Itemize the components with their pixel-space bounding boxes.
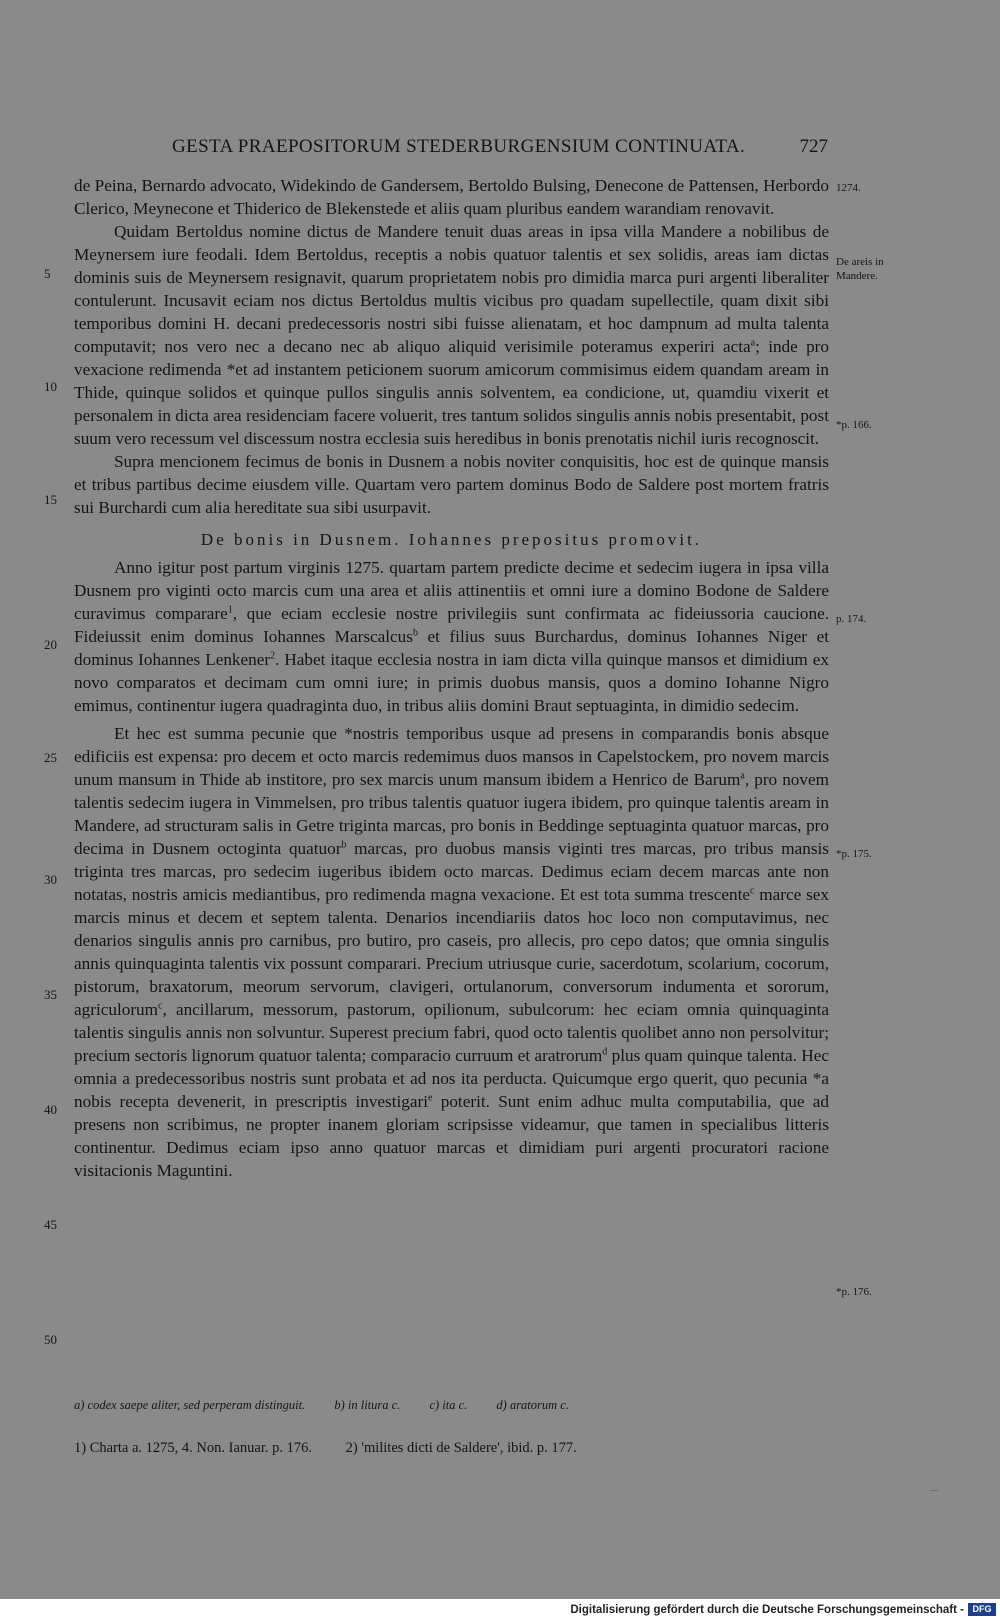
critical-apparatus — [74, 1398, 834, 1413]
paragraph: Et hec est summa pecunie que *nostris temporibus usque ad presens in comparandis bonis absque edificiis est expensa: pro decem et octo marcis redemimus duos mansos in Capelstockem, pro novem marcis unum mansum in Thide ab institore, pro sex marcis unum mansum ibidem a Henrico de Barum$^a$, pro novem talentis sedecim iugera in Vimmelsen, pro tribus talentis quatuor iugera ibidem, pro quinque talentis aream in Mandere, ad structuram salis in Getre triginta marcas, pro bonis in Beddinge septuaginta quatuor marcas, pro decima in Dusnem octoginta quatuor$^b$ marcas, pro duobus mansis viginti tres marcas, pro tribus mansis triginta tres marcas, pro sedecim iugeribus ibidem octo marcas. Dedimus eciam decem marcas ante non notatas, nostris amicis mediantibus, pro redimenda magna vexacione. Et est tota summa trescente$^c$ marce sex marcis minus et decem et septem talenta. Denarios incendiariis datos hoc loco non computavimus, nec denarios singulis annis pro carnibus, pro butiro, pro caseis, pro allecis, pro cepo datos; que omnia singulis annis quinquaginta talentis vix possunt comparari. Precium utriusque curie, sacerdotum, scolarium, cocorum, pistorum, braxatorum, meorum servorum, clavigeri, ortulanorum, conversorum indumenta et sororum, agriculorum$^c$, ancillarum, messorum, pastorum, opilionum, subulcorum: hec eciam omnia quinquaginta talentis singulis annis non solvuntur. Superest precium fabri, quod octo talentis quolibet anno non persolvitur; precium sectoris lignorum quatuor talenta; comparacio curruum et aratrorum$^d$ plus quam quinque talenta. Hec omnia a predecessoribus nostris sunt probata et ad nos ita perducta. Quicumque ergo querit, quo pecunia *a nobis recepta devenerit, in prescriptis investigari$^e$ poterit. Sunt enim adhuc multa computabilia, que ad presens non scribimus, ne propter inanem gloriam scripsisse videamur, que tamen in specialibus litteris continentur. Dedimus eciam ipso anno quatuor marcas et dimidiam puri argenti procuratori racione visitacionis Maguntini. — [74, 724, 829, 1180]
margin-note-page-ref: *p. 176. — [836, 1286, 872, 1298]
line-number: 15 — [44, 492, 57, 507]
margin-note-page-ref: *p. 166. — [836, 419, 872, 431]
funding-credit: Digitalisierung gefördert durch die Deutsche Forschungsgemeinschaft - — [570, 1604, 964, 1616]
footnote-mark: b — [412, 627, 418, 639]
source-footnotes — [74, 1440, 834, 1457]
line-number: 50 — [44, 1332, 57, 1347]
paragraph: Anno igitur post partum virginis 1275. quartam partem predicte decime et sedecim iugera in ipsa villa Dusnem pro viginti octo marcis cum una area et aliis attinentiis et omni iure a domino Bodone de Saldere curavimus comparare$^1$, que eciam ecclesie nostre privilegiis sunt confirmata ac fideiussoria caucione. Fideiussit enim dominus Iohannes Marscalcus$^b$ et filius suus Burchardus, dominus Iohannes Niger et dominus Iohannes Lenkener$^2$. Habet itaque ecclesia nostra in iam dicta villa quinque mansos et dimidium ex novo comparatos et decimam cum omni iure; in primis duobus mansis, quos a domino Iohanne Nigro emimus, continentur iugera quadraginta duo, in tribus aliis domini Braut septuaginta, in dimidio sedecim. — [74, 558, 829, 715]
footnote-mark: 1 — [227, 604, 233, 616]
margin-notes — [836, 0, 996, 1619]
line-number: 25 — [44, 750, 57, 765]
line-number: 10 — [44, 379, 57, 394]
section-heading: De bonis in Dusnem. Iohannes prepositus promovit. — [200, 530, 703, 549]
source-note: 1) Charta a. 1275, 4. Non. Ianuar. p. 176. — [74, 1440, 312, 1456]
margin-note-topic: Mandere. — [836, 270, 878, 282]
line-number: 35 — [44, 987, 57, 1002]
page-number: 727 — [799, 136, 828, 157]
margin-note-page-ref: p. 174. — [836, 613, 867, 625]
footnote-mark: e — [428, 1092, 433, 1104]
footnote-mark: d — [602, 1046, 608, 1058]
running-header — [74, 136, 828, 162]
critical-note: a) codex saepe aliter, sed perperam distinguit. — [74, 1398, 306, 1412]
critical-note: c) ita c. — [429, 1398, 468, 1412]
footnote-mark: c — [158, 1000, 163, 1012]
main-text — [74, 174, 829, 1182]
margin-note-page-ref: *p. 175. — [836, 848, 872, 860]
paragraph: Supra mencionem fecimus de bonis in Dusnem a nobis noviter conquisitis, hoc est de quinque mansis et tribus partibus decime eiusdem ville. Quartam vero partem dominus Bodo de Saldere post mortem fratris sui Burchardi cum alia hereditate sua sibi usurpavit. — [74, 452, 829, 517]
scan-mark — [930, 1490, 938, 1491]
dfg-logo-icon: DFG — [968, 1603, 996, 1616]
footnote-mark: 2 — [270, 650, 276, 662]
critical-note: d) aratorum c. — [496, 1398, 569, 1412]
critical-note: b) in litura c. — [334, 1398, 401, 1412]
footnote-mark: b — [341, 839, 347, 851]
footnote-mark: a — [750, 337, 756, 349]
margin-note-topic: De areis in — [836, 256, 884, 268]
margin-note-year: 1274. — [836, 182, 861, 194]
footnote-mark: a — [740, 770, 745, 782]
line-number: 30 — [44, 872, 57, 887]
paragraph: Quidam Bertoldus nomine dictus de Mandere tenuit duas areas in ipsa villa Mandere a nobilibus de Meynersem iure feodali. Idem Bertoldus, receptis a nobis quatuor talentis et sex solidis, areas iam dictas dominis suis de Meynersem resignavit, quarum proprietatem nobis pro dimidia marca puri argenti liberaliter contulerunt. Incusavit eciam nos dictus Bertoldus multis vicibus pro quadam supellectile, quam dixit sibi temporibus domini H. decani predecessoris nostri sibi fuisse alienatam, et hoc dampnum ad multa talenta computavit; nos vero nec a decano nec ab aliquo aliquid verisimile poteramus experiri acta$^a$; inde pro vexacione redimenda *et ad instantem peticionem suorum amicorum commisimus eidem quandam aream in Thide, quinque solidos et quinque pullos singulis annis solventem, ea condicione, ut, quamdiu vixerit et personalem in dicta area residenciam facere voluerit, tres tantum solidos singulis annis nobis presentabit, post suum vero recessum vel discessum nostra ecclesia suis heredibus in bonis prenotatis nichil iuris recognoscit. — [74, 222, 829, 448]
line-number: 40 — [44, 1102, 57, 1117]
source-note: 2) 'milites dicti de Saldere', ibid. p. 177. — [345, 1440, 577, 1456]
line-number: 45 — [44, 1217, 57, 1232]
paragraph: de Peina, Bernardo advocato, Widekindo de Gandersem, Bertoldo Bulsing, Denecone de Pattensen, Herbordo Clerico, Meynecone et Thiderico de Blekenstede et aliis quam pluribus eandem warandiam renovavit. — [74, 176, 829, 218]
line-number: 5 — [44, 266, 51, 281]
line-number: 20 — [44, 637, 57, 652]
digitization-footer — [0, 1599, 1000, 1619]
footnote-mark: c — [750, 885, 755, 897]
line-number-column — [44, 0, 70, 1619]
running-title: GESTA PRAEPOSITORUM STEDERBURGENSIUM CONTINUATA. — [172, 136, 746, 157]
